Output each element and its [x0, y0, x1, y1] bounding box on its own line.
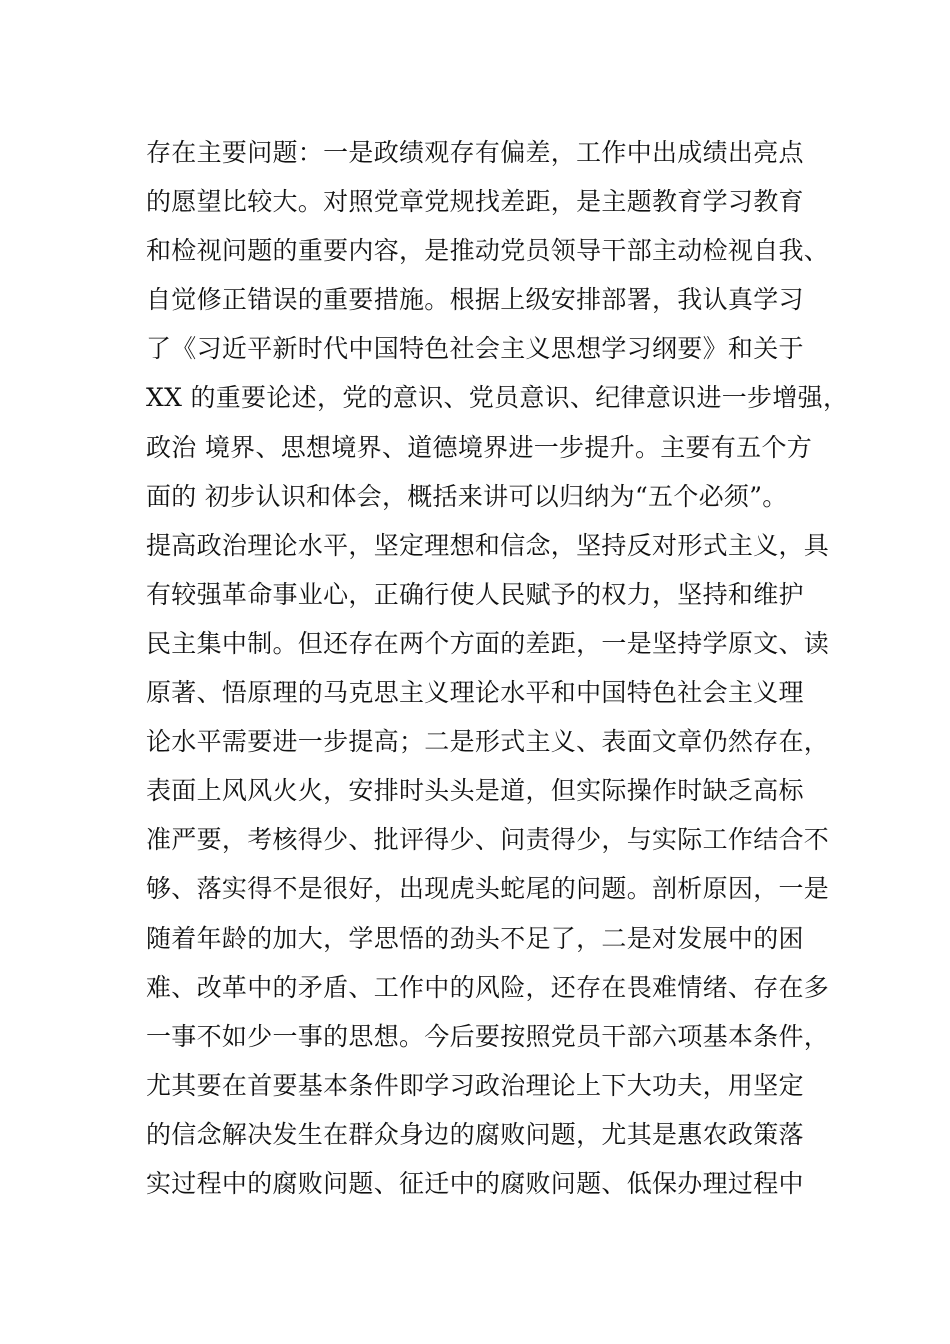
text-line: 随着年龄的加大，学思悟的劲头不足了，二是对发展中的困: [146, 923, 804, 953]
text-line: 够、落实得不是很好，出现虎头蛇尾的问题。剖析原因，一是: [146, 874, 830, 904]
text-line: 表面上风风火火，安排时头头是道，但实际操作时缺乏高标: [146, 776, 804, 806]
text-line: 难、改革中的矛盾、工作中的风险，还存在畏难情绪、存在多: [146, 972, 830, 1002]
text-line: 原著、悟原理的马克思主义理论水平和中国特色社会主义理: [146, 678, 804, 708]
text-line: 存在主要问题：一是政绩观存有偏差，工作中出成绩出亮点: [146, 138, 804, 167]
text-line: XX 的重要论述，党的意识、党员意识、纪律意识进一步增强，: [146, 383, 849, 413]
text-line: 的信念解决发生在群众身边的腐败问题，尤其是惠农政策落: [146, 1119, 804, 1149]
text-line: 面的 初步认识和体会，概括来讲可以归纳为“五个必须”。: [146, 481, 788, 511]
text-line: 论水平需要进一步提高；二是形式主义、表面文章仍然存在，: [146, 727, 830, 757]
text-line: 准严要，考核得少、批评得少、问责得少，与实际工作结合不: [146, 825, 830, 855]
text-line: 和检视问题的重要内容，是推动党员领导干部主动检视自我、: [146, 236, 830, 266]
text-line: 民主集中制。但还存在两个方面的差距，一是坚持学原文、读: [146, 628, 830, 658]
text-line: 了《习近平新时代中国特色社会主义思想学习纲要》和关于: [146, 334, 804, 364]
text-line: 的愿望比较大。对照党章党规找差距，是主题教育学习教育: [146, 187, 804, 217]
text-line: 有较强革命事业心，正确行使人民赋予的权力，坚持和维护: [146, 579, 804, 609]
text-line: 尤其要在首要基本条件即学习政治理论上下大功夫，用坚定: [146, 1070, 804, 1100]
body-text: [146, 128, 849, 1208]
text-line: 自觉修正错误的重要措施。根据上级安排部署，我认真学习: [146, 285, 804, 315]
text-line: 政治 境界、思想境界、道德境界进一步提升。主要有五个方: [146, 432, 813, 462]
text-line: 实过程中的腐败问题、征迁中的腐败问题、低保办理过程中: [146, 1168, 804, 1198]
text-line: 提高政治理论水平，坚定理想和信念，坚持反对形式主义，具: [146, 530, 830, 560]
text-line: 一事不如少一事的思想。今后要按照党员干部六项基本条件，: [146, 1021, 830, 1051]
